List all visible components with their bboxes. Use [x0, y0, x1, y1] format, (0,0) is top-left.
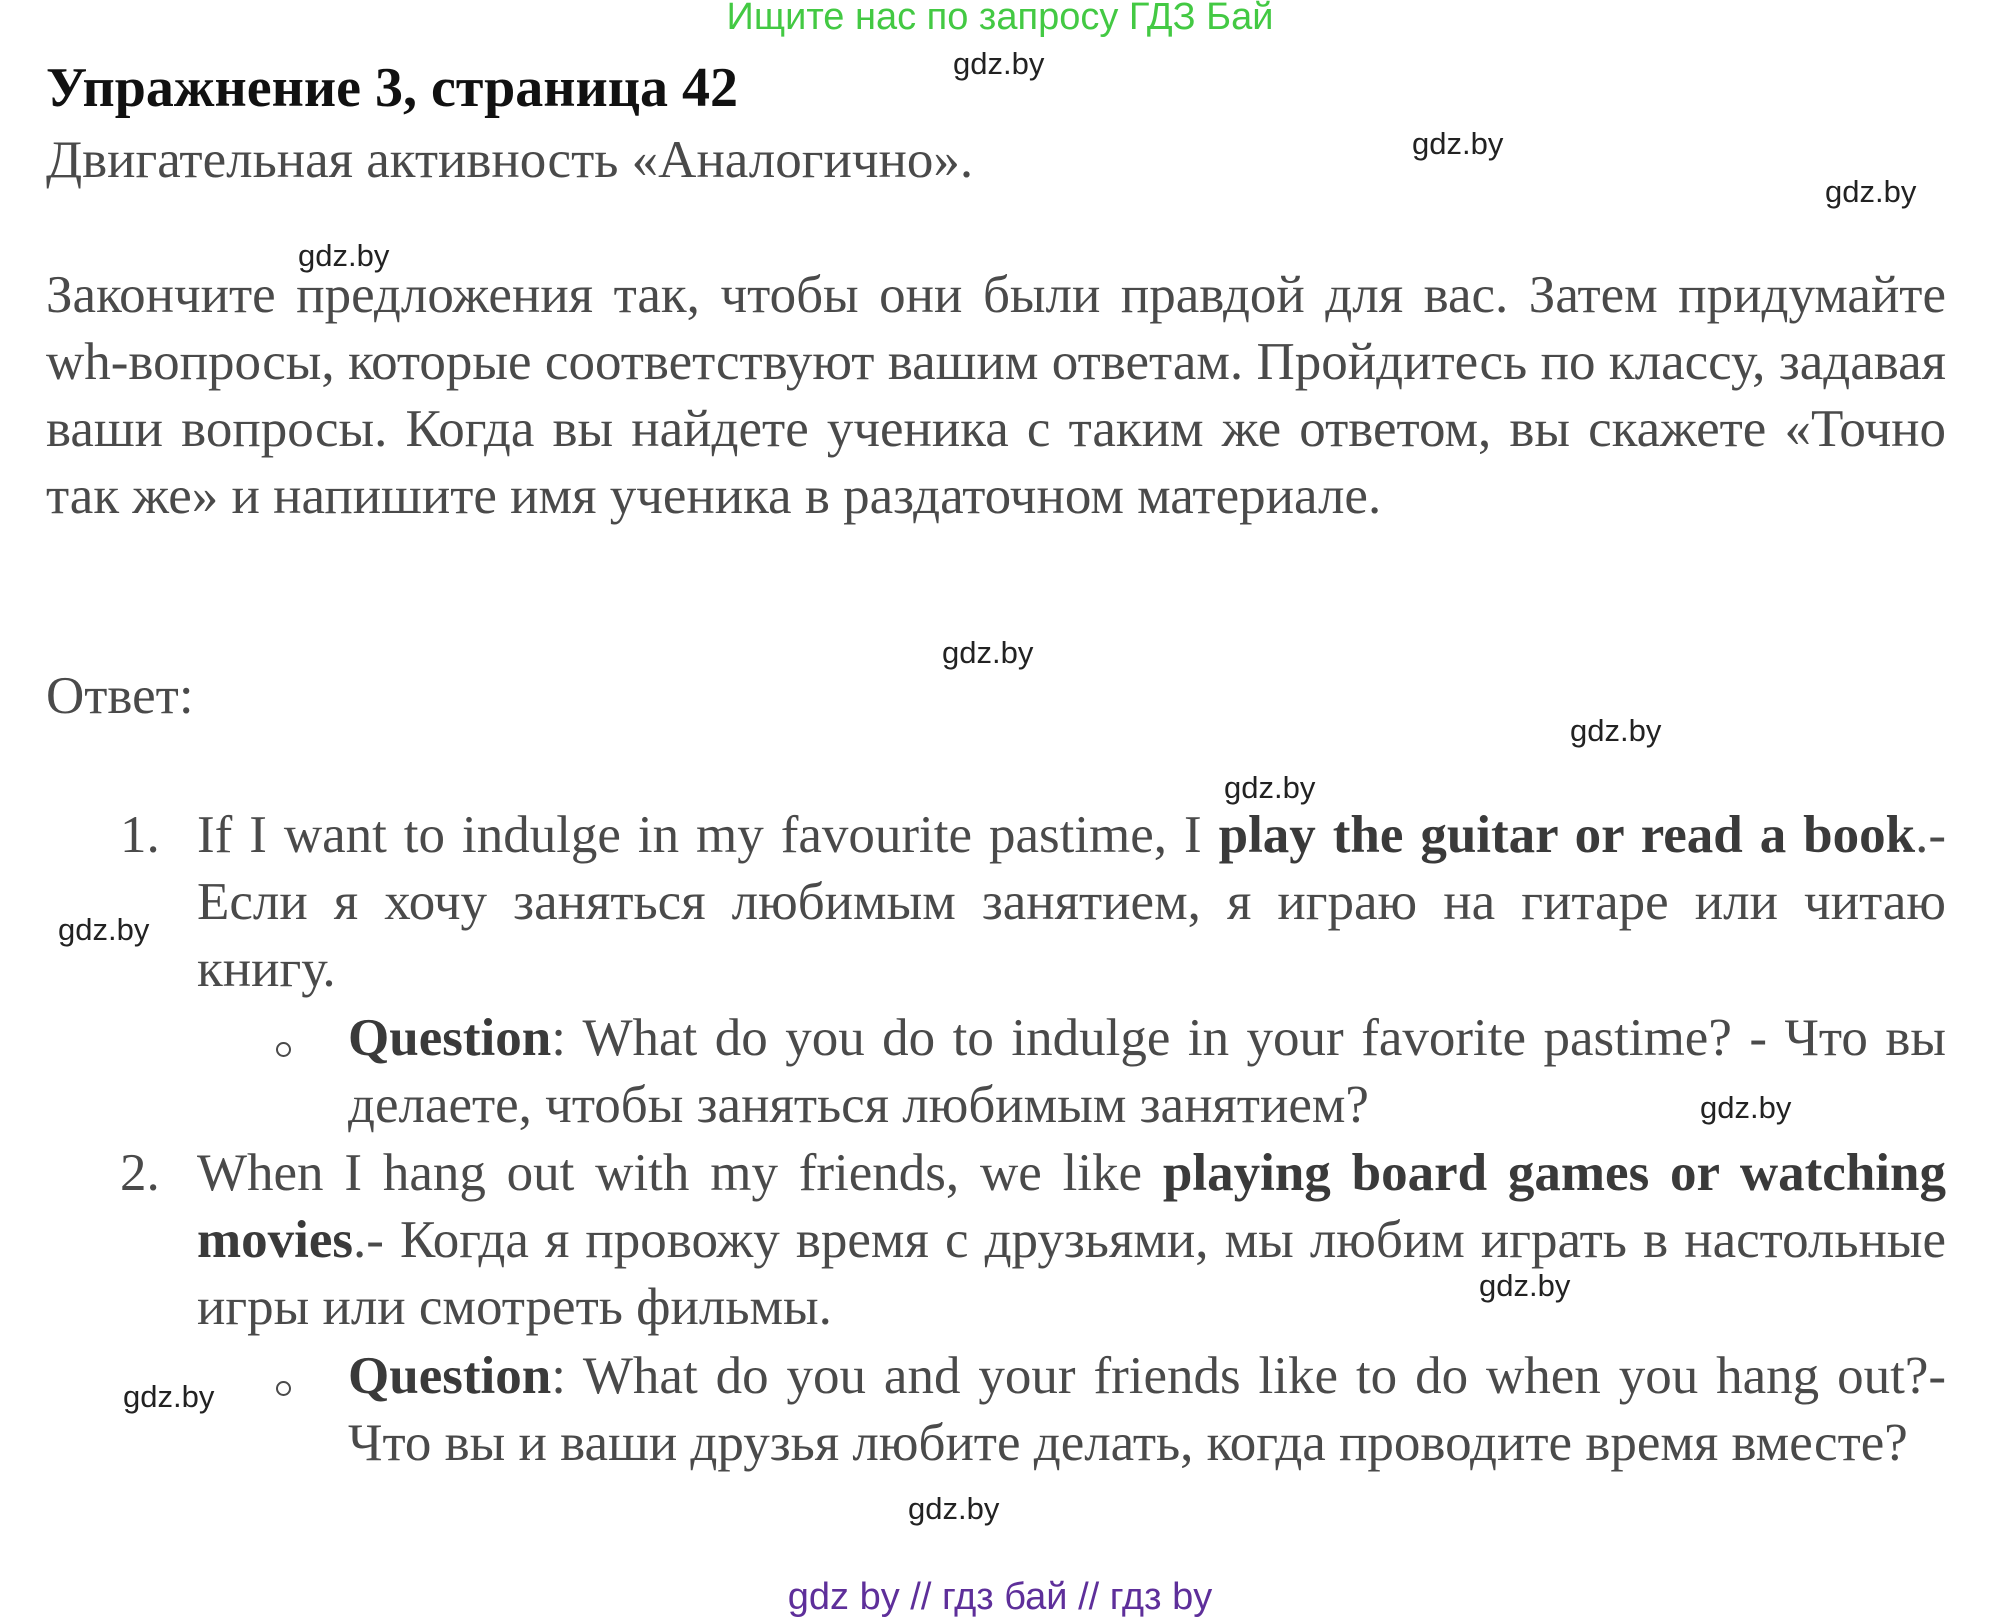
bullet-circle-icon — [276, 1042, 291, 1057]
item-number: 2. — [120, 1144, 160, 1202]
watermark: gdz.by — [123, 1379, 215, 1414]
task-text: Закончите предложения так, чтобы они были правдой для вас. Затем придумайте wh-вопросы, которые соответствуют вашим ответам. Пройдитесь по классу, задавая ваши вопросы. Когда вы найдете ученика с таким же ответом, вы скажете «Точно так же» и напишите имя ученика в раздаточном материале. — [46, 266, 1946, 525]
watermark: gdz.by — [1570, 713, 1662, 748]
question-item — [348, 1343, 1946, 1477]
watermark: gdz.by — [953, 46, 1045, 81]
watermark: gdz.by — [1479, 1268, 1571, 1303]
bottom-banner: gdz by // гдз бай // гдз by — [787, 1576, 1213, 1618]
item-text-rest: .- Если я хочу заняться любимым занятием, я играю на гитаре или читаю книгу. — [197, 806, 1947, 998]
exercise-subtitle: Двигательная активность «Аналогично». — [46, 131, 974, 189]
item-text-start: If I want to indulge in my favourite pastime, I — [197, 806, 1219, 864]
top-banner: Ищите нас по запросу ГДЗ Бай — [726, 0, 1274, 38]
watermark: gdz.by — [1412, 126, 1504, 161]
item-text-bold: playing board games or watching movies — [197, 1144, 1947, 1269]
question-text: : What do you and your friends like to do when you hang out?- Что вы и ваши друзья любите делать, когда проводите время вместе? — [348, 1347, 1946, 1472]
answer-item — [197, 1140, 1946, 1341]
question-label: Question — [348, 1009, 552, 1067]
item-text-start: When I hang out with my friends, we like — [197, 1144, 1163, 1202]
watermark: gdz.by — [58, 912, 150, 947]
watermark: gdz.by — [1224, 770, 1316, 805]
watermark: gdz.by — [1700, 1090, 1792, 1125]
item-text-bold: play the guitar or read a book — [1218, 806, 1916, 864]
watermark: gdz.by — [942, 635, 1034, 670]
answer-label: Ответ: — [46, 667, 194, 725]
exercise-title: Упражнение 3, страница 42 — [46, 57, 739, 119]
watermark: gdz.by — [1825, 174, 1917, 209]
watermark: gdz.by — [908, 1491, 1000, 1526]
answer-item — [197, 802, 1946, 1003]
item-number: 1. — [120, 806, 160, 864]
item-text-rest: .- Когда я провожу время с друзьями, мы любим играть в настольные игры или смотреть фильмы. — [197, 1211, 1946, 1336]
question-text: : What do you do to indulge in your favorite pastime? - Что вы делаете, чтобы заняться любимым занятием? — [348, 1009, 1946, 1134]
bullet-circle-icon — [276, 1381, 291, 1396]
watermark: gdz.by — [298, 238, 390, 273]
question-item — [348, 1005, 1946, 1139]
question-label: Question — [348, 1347, 552, 1405]
